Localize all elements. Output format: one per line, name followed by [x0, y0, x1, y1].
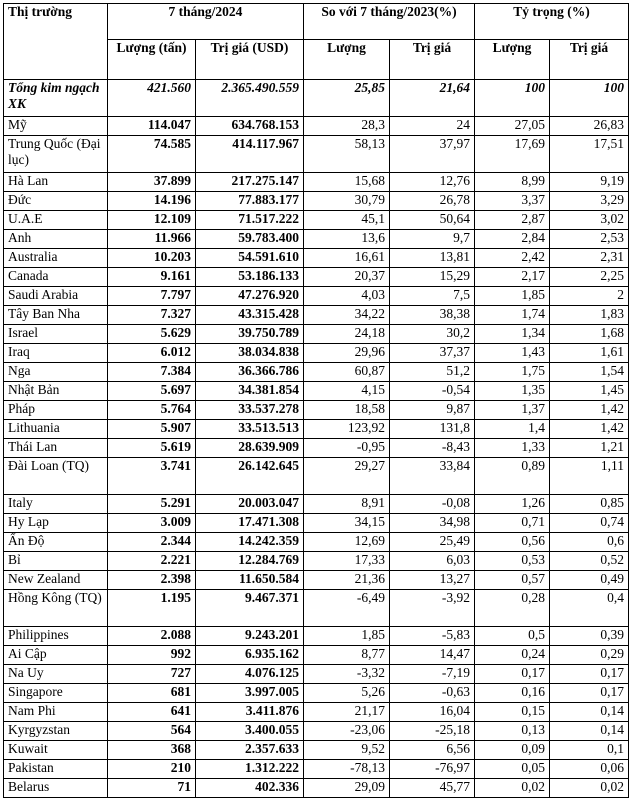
- table-row: [4, 590, 629, 627]
- value-cell: 28.639.909: [196, 439, 304, 458]
- compare-value-cell: 50,64: [390, 211, 475, 230]
- share-value-cell: 0,52: [550, 552, 629, 571]
- value-cell: 71.517.222: [196, 211, 304, 230]
- table-row: [4, 665, 629, 684]
- compare-volume-cell: 17,33: [304, 552, 390, 571]
- header-share-value: Trị giá: [550, 40, 629, 80]
- compare-value-cell: -0,54: [390, 382, 475, 401]
- market-name: Israel: [4, 325, 108, 344]
- value-cell: 53.186.133: [196, 268, 304, 287]
- share-value-cell: 0,4: [550, 590, 629, 627]
- value-cell: 2.357.633: [196, 741, 304, 760]
- share-volume-cell: 1,33: [475, 439, 550, 458]
- compare-value-cell: 34,98: [390, 514, 475, 533]
- value-cell: 3.400.055: [196, 722, 304, 741]
- volume-cell: 10.203: [108, 249, 196, 268]
- compare-value-cell: 7,5: [390, 287, 475, 306]
- market-name: Australia: [4, 249, 108, 268]
- share-volume-cell: 0,24: [475, 646, 550, 665]
- share-value-cell: 0,1: [550, 741, 629, 760]
- share-volume-cell: 8,99: [475, 173, 550, 192]
- share-volume-cell: 0,71: [475, 514, 550, 533]
- market-name: Belarus: [4, 779, 108, 798]
- total-share-volume: 100: [475, 80, 550, 117]
- value-cell: 11.650.584: [196, 571, 304, 590]
- compare-volume-cell: 24,18: [304, 325, 390, 344]
- share-volume-cell: 0,13: [475, 722, 550, 741]
- table-row: [4, 495, 629, 514]
- header-market: Thị trường: [4, 4, 108, 80]
- compare-volume-cell: -78,13: [304, 760, 390, 779]
- market-name: U.A.E: [4, 211, 108, 230]
- value-cell: 20.003.047: [196, 495, 304, 514]
- volume-cell: 11.966: [108, 230, 196, 249]
- market-name: Kyrgyzstan: [4, 722, 108, 741]
- share-volume-cell: 0,17: [475, 665, 550, 684]
- volume-cell: 5.907: [108, 420, 196, 439]
- market-name: Mỹ: [4, 117, 108, 136]
- share-volume-cell: 0,53: [475, 552, 550, 571]
- share-volume-cell: 0,28: [475, 590, 550, 627]
- value-cell: 14.242.359: [196, 533, 304, 552]
- value-cell: 402.336: [196, 779, 304, 798]
- share-value-cell: 1,83: [550, 306, 629, 325]
- share-value-cell: 1,54: [550, 363, 629, 382]
- share-volume-cell: 0,89: [475, 458, 550, 495]
- volume-cell: 681: [108, 684, 196, 703]
- compare-volume-cell: -6,49: [304, 590, 390, 627]
- compare-value-cell: 33,84: [390, 458, 475, 495]
- compare-value-cell: 26,78: [390, 192, 475, 211]
- market-name: Iraq: [4, 344, 108, 363]
- share-value-cell: 1,11: [550, 458, 629, 495]
- market-name: Trung Quốc (Đại lục): [4, 136, 108, 173]
- compare-volume-cell: 8,91: [304, 495, 390, 514]
- market-name: Philippines: [4, 627, 108, 646]
- market-name: Hy Lạp: [4, 514, 108, 533]
- value-cell: 6.935.162: [196, 646, 304, 665]
- share-value-cell: 0,49: [550, 571, 629, 590]
- compare-volume-cell: -23,06: [304, 722, 390, 741]
- header-period: 7 tháng/2024: [108, 4, 304, 40]
- table-row: [4, 117, 629, 136]
- table-row: [4, 703, 629, 722]
- compare-volume-cell: 21,36: [304, 571, 390, 590]
- volume-cell: 5.291: [108, 495, 196, 514]
- share-value-cell: 3,29: [550, 192, 629, 211]
- value-cell: 43.315.428: [196, 306, 304, 325]
- volume-cell: 14.196: [108, 192, 196, 211]
- share-volume-cell: 0,05: [475, 760, 550, 779]
- compare-volume-cell: 18,58: [304, 401, 390, 420]
- value-cell: 3.411.876: [196, 703, 304, 722]
- volume-cell: 2.221: [108, 552, 196, 571]
- share-value-cell: 0,29: [550, 646, 629, 665]
- share-value-cell: 9,19: [550, 173, 629, 192]
- volume-cell: 1.195: [108, 590, 196, 627]
- compare-value-cell: 30,2: [390, 325, 475, 344]
- volume-cell: 71: [108, 779, 196, 798]
- compare-volume-cell: 30,79: [304, 192, 390, 211]
- share-volume-cell: 2,17: [475, 268, 550, 287]
- compare-volume-cell: 15,68: [304, 173, 390, 192]
- value-cell: 414.117.967: [196, 136, 304, 173]
- compare-volume-cell: 28,3: [304, 117, 390, 136]
- table-row: [4, 741, 629, 760]
- market-name: Ai Cập: [4, 646, 108, 665]
- compare-value-cell: 37,37: [390, 344, 475, 363]
- volume-cell: 6.012: [108, 344, 196, 363]
- share-value-cell: 2: [550, 287, 629, 306]
- table-row: [4, 684, 629, 703]
- share-value-cell: 17,51: [550, 136, 629, 173]
- table-row: [4, 230, 629, 249]
- compare-volume-cell: 29,96: [304, 344, 390, 363]
- table-row: [4, 325, 629, 344]
- table-row: [4, 268, 629, 287]
- compare-volume-cell: -3,32: [304, 665, 390, 684]
- table-row: [4, 306, 629, 325]
- value-cell: 33.513.513: [196, 420, 304, 439]
- compare-volume-cell: 13,6: [304, 230, 390, 249]
- value-cell: 33.537.278: [196, 401, 304, 420]
- share-value-cell: 0,39: [550, 627, 629, 646]
- volume-cell: 2.344: [108, 533, 196, 552]
- share-volume-cell: 2,42: [475, 249, 550, 268]
- volume-cell: 564: [108, 722, 196, 741]
- market-name: Saudi Arabia: [4, 287, 108, 306]
- table-row: [4, 287, 629, 306]
- header-share: Tỷ trọng (%): [475, 4, 629, 40]
- compare-value-cell: 13,27: [390, 571, 475, 590]
- table-row: [4, 722, 629, 741]
- table-row: [4, 363, 629, 382]
- table-row: [4, 533, 629, 552]
- table-row: [4, 344, 629, 363]
- total-value: 2.365.490.559: [196, 80, 304, 117]
- value-cell: 12.284.769: [196, 552, 304, 571]
- share-volume-cell: 1,37: [475, 401, 550, 420]
- value-cell: 17.471.308: [196, 514, 304, 533]
- share-volume-cell: 3,37: [475, 192, 550, 211]
- compare-value-cell: -7,19: [390, 665, 475, 684]
- table-row: [4, 646, 629, 665]
- market-name: Đài Loan (TQ): [4, 458, 108, 495]
- compare-value-cell: 9,7: [390, 230, 475, 249]
- total-compare-volume: 25,85: [304, 80, 390, 117]
- value-cell: 59.783.400: [196, 230, 304, 249]
- compare-value-cell: 14,47: [390, 646, 475, 665]
- compare-value-cell: 51,2: [390, 363, 475, 382]
- share-volume-cell: 1,43: [475, 344, 550, 363]
- header-share-volume: Lượng: [475, 40, 550, 80]
- volume-cell: 5.764: [108, 401, 196, 420]
- table-row: [4, 458, 629, 495]
- table-row: [4, 627, 629, 646]
- compare-value-cell: -76,97: [390, 760, 475, 779]
- value-cell: 77.883.177: [196, 192, 304, 211]
- share-value-cell: 1,21: [550, 439, 629, 458]
- table-row: [4, 173, 629, 192]
- compare-value-cell: -25,18: [390, 722, 475, 741]
- volume-cell: 368: [108, 741, 196, 760]
- share-volume-cell: 0,5: [475, 627, 550, 646]
- volume-cell: 37.899: [108, 173, 196, 192]
- table-row: [4, 514, 629, 533]
- compare-value-cell: 6,56: [390, 741, 475, 760]
- compare-value-cell: 16,04: [390, 703, 475, 722]
- market-name: Thái Lan: [4, 439, 108, 458]
- share-value-cell: 0,17: [550, 665, 629, 684]
- compare-value-cell: -0,63: [390, 684, 475, 703]
- header-value: Trị giá (USD): [196, 40, 304, 80]
- volume-cell: 3.741: [108, 458, 196, 495]
- share-volume-cell: 1,74: [475, 306, 550, 325]
- table-row: [4, 401, 629, 420]
- total-name: Tổng kim ngạch XK: [4, 80, 108, 117]
- market-name: Italy: [4, 495, 108, 514]
- value-cell: 34.381.854: [196, 382, 304, 401]
- share-value-cell: 1,42: [550, 420, 629, 439]
- volume-cell: 12.109: [108, 211, 196, 230]
- volume-cell: 3.009: [108, 514, 196, 533]
- compare-volume-cell: 16,61: [304, 249, 390, 268]
- share-value-cell: 1,61: [550, 344, 629, 363]
- market-name: Pakistan: [4, 760, 108, 779]
- volume-cell: 641: [108, 703, 196, 722]
- compare-volume-cell: 4,15: [304, 382, 390, 401]
- value-cell: 38.034.838: [196, 344, 304, 363]
- compare-volume-cell: 20,37: [304, 268, 390, 287]
- share-value-cell: 0,06: [550, 760, 629, 779]
- volume-cell: 5.629: [108, 325, 196, 344]
- compare-volume-cell: -0,95: [304, 439, 390, 458]
- share-value-cell: 2,53: [550, 230, 629, 249]
- compare-value-cell: 13,81: [390, 249, 475, 268]
- share-volume-cell: 1,75: [475, 363, 550, 382]
- table-row: [4, 552, 629, 571]
- compare-value-cell: 24: [390, 117, 475, 136]
- total-row: [4, 80, 629, 117]
- share-value-cell: 0,14: [550, 722, 629, 741]
- value-cell: 3.997.005: [196, 684, 304, 703]
- share-value-cell: 0,17: [550, 684, 629, 703]
- table-row: [4, 249, 629, 268]
- volume-cell: 114.047: [108, 117, 196, 136]
- market-name: Singapore: [4, 684, 108, 703]
- share-volume-cell: 0,15: [475, 703, 550, 722]
- table-row: [4, 192, 629, 211]
- volume-cell: 7.384: [108, 363, 196, 382]
- market-name: Hồng Kông (TQ): [4, 590, 108, 627]
- share-volume-cell: 1,85: [475, 287, 550, 306]
- share-volume-cell: 1,4: [475, 420, 550, 439]
- market-name: Nam Phi: [4, 703, 108, 722]
- compare-volume-cell: 58,13: [304, 136, 390, 173]
- market-name: Nga: [4, 363, 108, 382]
- share-value-cell: 2,31: [550, 249, 629, 268]
- share-value-cell: 1,68: [550, 325, 629, 344]
- share-volume-cell: 0,16: [475, 684, 550, 703]
- table-row: [4, 571, 629, 590]
- market-name: Na Uy: [4, 665, 108, 684]
- market-name: Ấn Độ: [4, 533, 108, 552]
- compare-volume-cell: 9,52: [304, 741, 390, 760]
- share-volume-cell: 17,69: [475, 136, 550, 173]
- header-compare: So với 7 tháng/2023(%): [304, 4, 475, 40]
- share-volume-cell: 0,09: [475, 741, 550, 760]
- compare-value-cell: -0,08: [390, 495, 475, 514]
- value-cell: 9.243.201: [196, 627, 304, 646]
- compare-value-cell: 45,77: [390, 779, 475, 798]
- share-value-cell: 1,42: [550, 401, 629, 420]
- value-cell: 26.142.645: [196, 458, 304, 495]
- compare-volume-cell: 1,85: [304, 627, 390, 646]
- compare-value-cell: 9,87: [390, 401, 475, 420]
- compare-value-cell: 131,8: [390, 420, 475, 439]
- value-cell: 39.750.789: [196, 325, 304, 344]
- volume-cell: 210: [108, 760, 196, 779]
- compare-volume-cell: 4,03: [304, 287, 390, 306]
- share-volume-cell: 2,84: [475, 230, 550, 249]
- table-row: [4, 420, 629, 439]
- volume-cell: 7.327: [108, 306, 196, 325]
- compare-value-cell: 37,97: [390, 136, 475, 173]
- volume-cell: 5.697: [108, 382, 196, 401]
- market-name: Lithuania: [4, 420, 108, 439]
- volume-cell: 9.161: [108, 268, 196, 287]
- compare-volume-cell: 34,15: [304, 514, 390, 533]
- share-volume-cell: 1,26: [475, 495, 550, 514]
- compare-value-cell: 15,29: [390, 268, 475, 287]
- market-name: Hà Lan: [4, 173, 108, 192]
- compare-volume-cell: 29,09: [304, 779, 390, 798]
- volume-cell: 992: [108, 646, 196, 665]
- value-cell: 54.591.610: [196, 249, 304, 268]
- share-volume-cell: 0,57: [475, 571, 550, 590]
- volume-cell: 7.797: [108, 287, 196, 306]
- compare-volume-cell: 21,17: [304, 703, 390, 722]
- share-volume-cell: 2,87: [475, 211, 550, 230]
- share-value-cell: 0,6: [550, 533, 629, 552]
- value-cell: 634.768.153: [196, 117, 304, 136]
- compare-value-cell: 6,03: [390, 552, 475, 571]
- share-value-cell: 0,14: [550, 703, 629, 722]
- table-row: [4, 136, 629, 173]
- market-name: Anh: [4, 230, 108, 249]
- share-value-cell: 0,85: [550, 495, 629, 514]
- market-name: Nhật Bản: [4, 382, 108, 401]
- value-cell: 4.076.125: [196, 665, 304, 684]
- compare-value-cell: -8,43: [390, 439, 475, 458]
- compare-volume-cell: 29,27: [304, 458, 390, 495]
- value-cell: 36.366.786: [196, 363, 304, 382]
- table-row: [4, 211, 629, 230]
- compare-volume-cell: 34,22: [304, 306, 390, 325]
- total-volume: 421.560: [108, 80, 196, 117]
- value-cell: 217.275.147: [196, 173, 304, 192]
- share-value-cell: 1,45: [550, 382, 629, 401]
- share-volume-cell: 1,34: [475, 325, 550, 344]
- share-volume-cell: 27,05: [475, 117, 550, 136]
- volume-cell: 2.398: [108, 571, 196, 590]
- header-volume: Lượng (tấn): [108, 40, 196, 80]
- volume-cell: 5.619: [108, 439, 196, 458]
- compare-value-cell: 25,49: [390, 533, 475, 552]
- table-row: [4, 779, 629, 798]
- share-value-cell: 26,83: [550, 117, 629, 136]
- market-name: Đức: [4, 192, 108, 211]
- share-value-cell: 0,02: [550, 779, 629, 798]
- header-compare-volume: Lượng: [304, 40, 390, 80]
- market-name: Tây Ban Nha: [4, 306, 108, 325]
- compare-value-cell: 38,38: [390, 306, 475, 325]
- compare-volume-cell: 60,87: [304, 363, 390, 382]
- share-value-cell: 0,74: [550, 514, 629, 533]
- table-row: [4, 439, 629, 458]
- value-cell: 9.467.371: [196, 590, 304, 627]
- compare-volume-cell: 45,1: [304, 211, 390, 230]
- market-name: Kuwait: [4, 741, 108, 760]
- total-share-value: 100: [550, 80, 629, 117]
- share-volume-cell: 0,56: [475, 533, 550, 552]
- compare-value-cell: -3,92: [390, 590, 475, 627]
- compare-volume-cell: 12,69: [304, 533, 390, 552]
- compare-volume-cell: 123,92: [304, 420, 390, 439]
- share-volume-cell: 1,35: [475, 382, 550, 401]
- market-name: Bỉ: [4, 552, 108, 571]
- compare-volume-cell: 5,26: [304, 684, 390, 703]
- share-value-cell: 2,25: [550, 268, 629, 287]
- compare-value-cell: 12,76: [390, 173, 475, 192]
- table-row: [4, 382, 629, 401]
- market-name: Canada: [4, 268, 108, 287]
- compare-volume-cell: 8,77: [304, 646, 390, 665]
- export-market-table: [3, 3, 629, 798]
- market-name: New Zealand: [4, 571, 108, 590]
- volume-cell: 727: [108, 665, 196, 684]
- compare-value-cell: -5,83: [390, 627, 475, 646]
- market-name: Pháp: [4, 401, 108, 420]
- share-value-cell: 3,02: [550, 211, 629, 230]
- header-compare-value: Trị giá: [390, 40, 475, 80]
- volume-cell: 2.088: [108, 627, 196, 646]
- share-volume-cell: 0,02: [475, 779, 550, 798]
- value-cell: 47.276.920: [196, 287, 304, 306]
- value-cell: 1.312.222: [196, 760, 304, 779]
- volume-cell: 74.585: [108, 136, 196, 173]
- total-compare-value: 21,64: [390, 80, 475, 117]
- table-row: [4, 760, 629, 779]
